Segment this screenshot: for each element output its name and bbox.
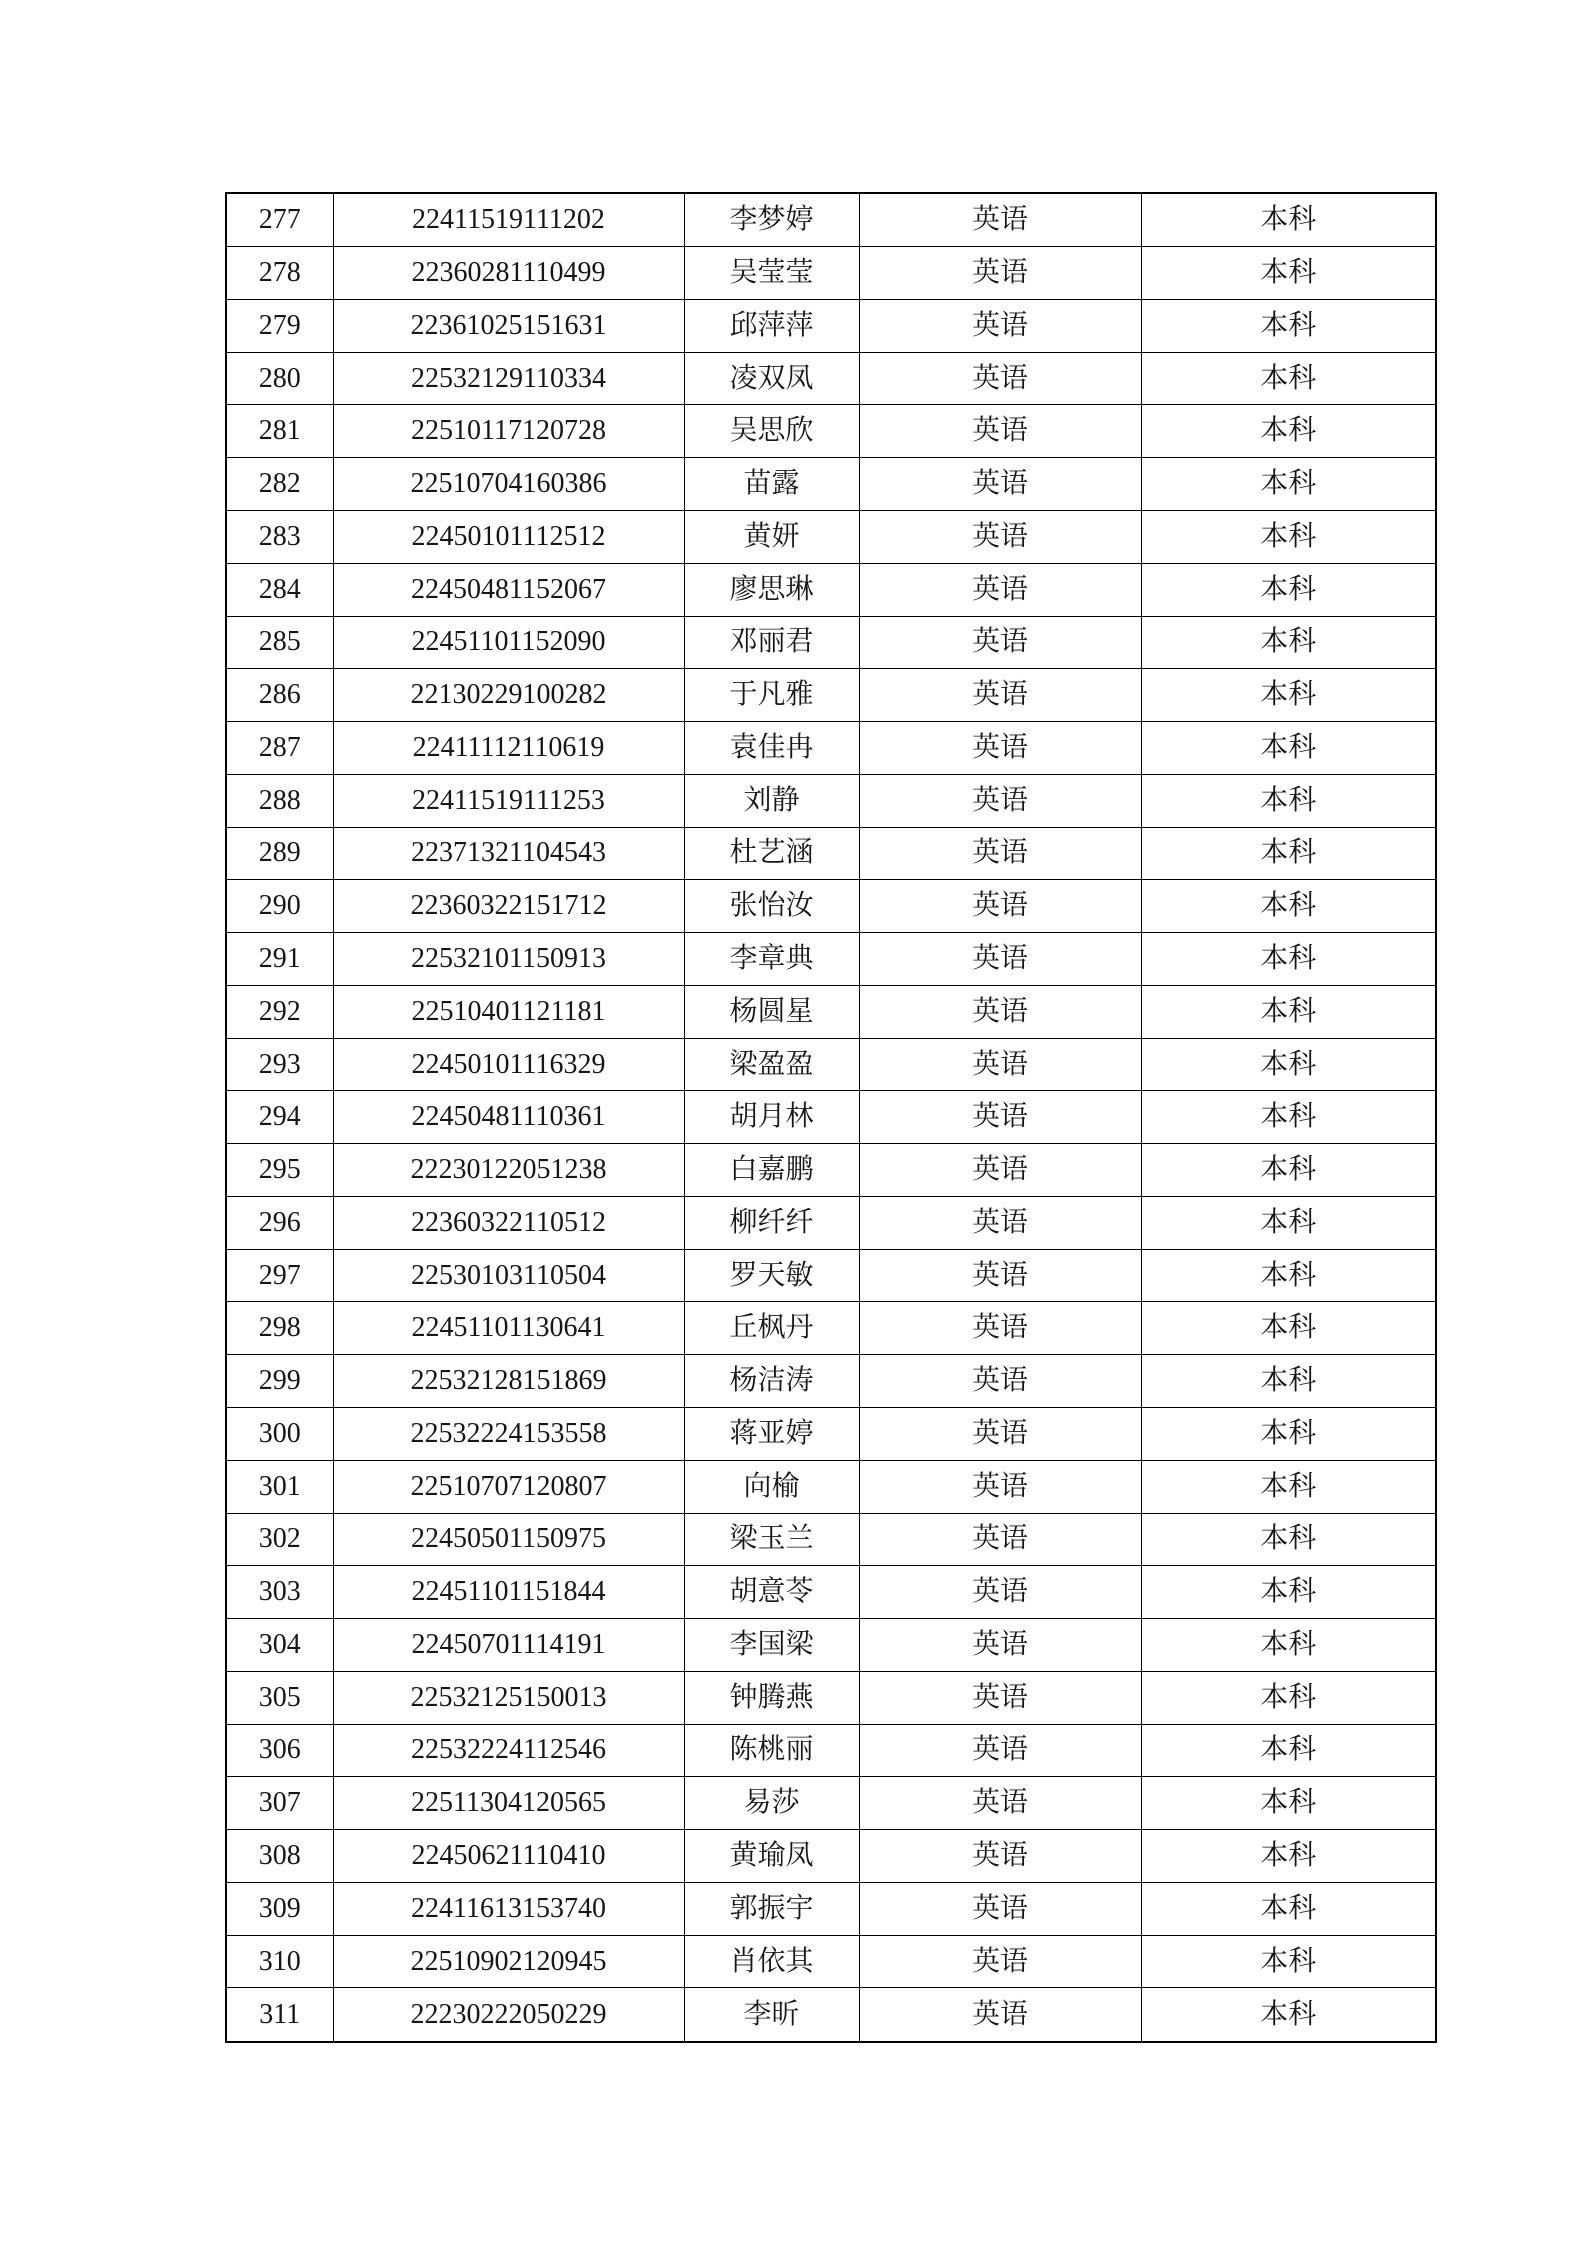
major-cell: 英语 <box>859 247 1141 300</box>
candidate-id-cell: 22411112110619 <box>333 722 684 775</box>
education-level-cell: 本科 <box>1141 669 1436 722</box>
education-level-cell: 本科 <box>1141 1513 1436 1566</box>
candidate-id-cell: 22411613153740 <box>333 1882 684 1935</box>
education-level-cell: 本科 <box>1141 774 1436 827</box>
candidate-id-cell: 22450621110410 <box>333 1830 684 1883</box>
candidate-id-cell: 22450481110361 <box>333 1091 684 1144</box>
candidate-name-cell: 胡意苓 <box>684 1566 859 1619</box>
candidate-id-cell: 22230122051238 <box>333 1144 684 1197</box>
candidate-name-cell: 邱萍萍 <box>684 299 859 352</box>
candidate-id-cell: 22451101130641 <box>333 1302 684 1355</box>
row-number-cell: 291 <box>226 933 333 986</box>
education-level-cell: 本科 <box>1141 352 1436 405</box>
education-level-cell: 本科 <box>1141 1355 1436 1408</box>
table-row <box>226 1196 1436 1249</box>
candidate-id-cell: 22450501150975 <box>333 1513 684 1566</box>
major-cell: 英语 <box>859 1988 1141 2042</box>
candidate-id-cell: 22510704160386 <box>333 458 684 511</box>
education-level-cell: 本科 <box>1141 1777 1436 1830</box>
major-cell: 英语 <box>859 1619 1141 1672</box>
table-row <box>226 1460 1436 1513</box>
candidate-name-cell: 郭振宇 <box>684 1882 859 1935</box>
candidate-name-cell: 苗露 <box>684 458 859 511</box>
education-level-cell: 本科 <box>1141 1566 1436 1619</box>
candidate-id-cell: 22360322110512 <box>333 1196 684 1249</box>
candidate-id-cell: 22130229100282 <box>333 669 684 722</box>
candidate-id-cell: 22361025151631 <box>333 299 684 352</box>
table-row <box>226 827 1436 880</box>
candidate-id-cell: 22510902120945 <box>333 1935 684 1988</box>
major-cell: 英语 <box>859 1038 1141 1091</box>
table-row <box>226 1249 1436 1302</box>
major-cell: 英语 <box>859 1724 1141 1777</box>
table-row <box>226 1619 1436 1672</box>
candidate-id-cell: 22510707120807 <box>333 1460 684 1513</box>
student-roster-table <box>225 192 1437 2043</box>
table-row <box>226 1882 1436 1935</box>
candidate-name-cell: 蒋亚婷 <box>684 1408 859 1461</box>
candidate-name-cell: 胡月林 <box>684 1091 859 1144</box>
table-row <box>226 1355 1436 1408</box>
education-level-cell: 本科 <box>1141 880 1436 933</box>
row-number-cell: 277 <box>226 193 333 247</box>
table-row <box>226 352 1436 405</box>
candidate-id-cell: 22532128151869 <box>333 1355 684 1408</box>
education-level-cell: 本科 <box>1141 1619 1436 1672</box>
major-cell: 英语 <box>859 933 1141 986</box>
row-number-cell: 284 <box>226 563 333 616</box>
table-row <box>226 299 1436 352</box>
row-number-cell: 301 <box>226 1460 333 1513</box>
education-level-cell: 本科 <box>1141 193 1436 247</box>
table-row <box>226 1038 1436 1091</box>
table-row <box>226 563 1436 616</box>
candidate-name-cell: 张怡汝 <box>684 880 859 933</box>
candidate-id-cell: 22530103110504 <box>333 1249 684 1302</box>
table-row <box>226 247 1436 300</box>
major-cell: 英语 <box>859 1408 1141 1461</box>
row-number-cell: 299 <box>226 1355 333 1408</box>
major-cell: 英语 <box>859 827 1141 880</box>
table-row <box>226 1830 1436 1883</box>
major-cell: 英语 <box>859 1460 1141 1513</box>
major-cell: 英语 <box>859 1830 1141 1883</box>
row-number-cell: 293 <box>226 1038 333 1091</box>
candidate-id-cell: 22450101116329 <box>333 1038 684 1091</box>
education-level-cell: 本科 <box>1141 616 1436 669</box>
table-row <box>226 1513 1436 1566</box>
major-cell: 英语 <box>859 1144 1141 1197</box>
major-cell: 英语 <box>859 1671 1141 1724</box>
education-level-cell: 本科 <box>1141 1408 1436 1461</box>
candidate-name-cell: 李国梁 <box>684 1619 859 1672</box>
education-level-cell: 本科 <box>1141 563 1436 616</box>
major-cell: 英语 <box>859 299 1141 352</box>
major-cell: 英语 <box>859 352 1141 405</box>
major-cell: 英语 <box>859 880 1141 933</box>
candidate-name-cell: 陈桃丽 <box>684 1724 859 1777</box>
education-level-cell: 本科 <box>1141 1196 1436 1249</box>
major-cell: 英语 <box>859 1196 1141 1249</box>
table-row <box>226 669 1436 722</box>
table-row <box>226 1302 1436 1355</box>
table-row <box>226 1935 1436 1988</box>
candidate-name-cell: 廖思琳 <box>684 563 859 616</box>
table-row <box>226 722 1436 775</box>
candidate-id-cell: 22532224112546 <box>333 1724 684 1777</box>
major-cell: 英语 <box>859 405 1141 458</box>
candidate-name-cell: 丘枫丹 <box>684 1302 859 1355</box>
major-cell: 英语 <box>859 985 1141 1038</box>
education-level-cell: 本科 <box>1141 247 1436 300</box>
education-level-cell: 本科 <box>1141 1249 1436 1302</box>
candidate-id-cell: 22511304120565 <box>333 1777 684 1830</box>
table-row <box>226 1988 1436 2042</box>
education-level-cell: 本科 <box>1141 1671 1436 1724</box>
candidate-name-cell: 李梦婷 <box>684 193 859 247</box>
row-number-cell: 303 <box>226 1566 333 1619</box>
row-number-cell: 296 <box>226 1196 333 1249</box>
row-number-cell: 283 <box>226 511 333 564</box>
candidate-name-cell: 肖依其 <box>684 1935 859 1988</box>
candidate-name-cell: 李昕 <box>684 1988 859 2042</box>
row-number-cell: 287 <box>226 722 333 775</box>
education-level-cell: 本科 <box>1141 1724 1436 1777</box>
candidate-name-cell: 柳纤纤 <box>684 1196 859 1249</box>
candidate-name-cell: 袁佳冉 <box>684 722 859 775</box>
table-row <box>226 193 1436 247</box>
major-cell: 英语 <box>859 1935 1141 1988</box>
candidate-name-cell: 刘静 <box>684 774 859 827</box>
major-cell: 英语 <box>859 1566 1141 1619</box>
candidate-id-cell: 22451101151844 <box>333 1566 684 1619</box>
row-number-cell: 297 <box>226 1249 333 1302</box>
row-number-cell: 288 <box>226 774 333 827</box>
candidate-id-cell: 22532129110334 <box>333 352 684 405</box>
row-number-cell: 310 <box>226 1935 333 1988</box>
row-number-cell: 281 <box>226 405 333 458</box>
row-number-cell: 311 <box>226 1988 333 2042</box>
row-number-cell: 308 <box>226 1830 333 1883</box>
education-level-cell: 本科 <box>1141 1302 1436 1355</box>
education-level-cell: 本科 <box>1141 1038 1436 1091</box>
education-level-cell: 本科 <box>1141 511 1436 564</box>
education-level-cell: 本科 <box>1141 1935 1436 1988</box>
candidate-id-cell: 22360322151712 <box>333 880 684 933</box>
education-level-cell: 本科 <box>1141 985 1436 1038</box>
candidate-id-cell: 22451101152090 <box>333 616 684 669</box>
table-row <box>226 458 1436 511</box>
major-cell: 英语 <box>859 1882 1141 1935</box>
row-number-cell: 294 <box>226 1091 333 1144</box>
major-cell: 英语 <box>859 722 1141 775</box>
candidate-id-cell: 22371321104543 <box>333 827 684 880</box>
major-cell: 英语 <box>859 1091 1141 1144</box>
major-cell: 英语 <box>859 563 1141 616</box>
candidate-id-cell: 22532125150013 <box>333 1671 684 1724</box>
major-cell: 英语 <box>859 1513 1141 1566</box>
candidate-id-cell: 22411519111253 <box>333 774 684 827</box>
roster-table-body <box>226 193 1436 2042</box>
candidate-id-cell: 22510401121181 <box>333 985 684 1038</box>
candidate-id-cell: 22450701114191 <box>333 1619 684 1672</box>
candidate-name-cell: 黄瑜凤 <box>684 1830 859 1883</box>
candidate-id-cell: 22360281110499 <box>333 247 684 300</box>
candidate-name-cell: 罗天敏 <box>684 1249 859 1302</box>
candidate-id-cell: 22510117120728 <box>333 405 684 458</box>
candidate-name-cell: 杜艺涵 <box>684 827 859 880</box>
table-row <box>226 933 1436 986</box>
candidate-name-cell: 杨圆星 <box>684 985 859 1038</box>
major-cell: 英语 <box>859 1249 1141 1302</box>
candidate-name-cell: 梁盈盈 <box>684 1038 859 1091</box>
row-number-cell: 307 <box>226 1777 333 1830</box>
row-number-cell: 285 <box>226 616 333 669</box>
education-level-cell: 本科 <box>1141 827 1436 880</box>
candidate-id-cell: 22532101150913 <box>333 933 684 986</box>
table-row <box>226 616 1436 669</box>
major-cell: 英语 <box>859 1777 1141 1830</box>
row-number-cell: 292 <box>226 985 333 1038</box>
candidate-name-cell: 梁玉兰 <box>684 1513 859 1566</box>
major-cell: 英语 <box>859 1302 1141 1355</box>
table-row <box>226 1091 1436 1144</box>
table-row <box>226 985 1436 1038</box>
row-number-cell: 304 <box>226 1619 333 1672</box>
table-row <box>226 511 1436 564</box>
row-number-cell: 280 <box>226 352 333 405</box>
candidate-name-cell: 向榆 <box>684 1460 859 1513</box>
table-row <box>226 1408 1436 1461</box>
row-number-cell: 289 <box>226 827 333 880</box>
table-row <box>226 880 1436 933</box>
table-row <box>226 1566 1436 1619</box>
table-row <box>226 1724 1436 1777</box>
candidate-name-cell: 吴莹莹 <box>684 247 859 300</box>
major-cell: 英语 <box>859 458 1141 511</box>
candidate-id-cell: 22411519111202 <box>333 193 684 247</box>
education-level-cell: 本科 <box>1141 1830 1436 1883</box>
candidate-name-cell: 邓丽君 <box>684 616 859 669</box>
row-number-cell: 302 <box>226 1513 333 1566</box>
candidate-name-cell: 易莎 <box>684 1777 859 1830</box>
major-cell: 英语 <box>859 774 1141 827</box>
table-row <box>226 1777 1436 1830</box>
candidate-name-cell: 凌双凤 <box>684 352 859 405</box>
table-row <box>226 774 1436 827</box>
row-number-cell: 282 <box>226 458 333 511</box>
education-level-cell: 本科 <box>1141 1144 1436 1197</box>
education-level-cell: 本科 <box>1141 1988 1436 2042</box>
education-level-cell: 本科 <box>1141 1460 1436 1513</box>
education-level-cell: 本科 <box>1141 933 1436 986</box>
candidate-name-cell: 黄妍 <box>684 511 859 564</box>
row-number-cell: 306 <box>226 1724 333 1777</box>
education-level-cell: 本科 <box>1141 1091 1436 1144</box>
table-row <box>226 405 1436 458</box>
major-cell: 英语 <box>859 669 1141 722</box>
table-row <box>226 1144 1436 1197</box>
candidate-name-cell: 杨洁涛 <box>684 1355 859 1408</box>
row-number-cell: 278 <box>226 247 333 300</box>
education-level-cell: 本科 <box>1141 722 1436 775</box>
row-number-cell: 279 <box>226 299 333 352</box>
row-number-cell: 290 <box>226 880 333 933</box>
major-cell: 英语 <box>859 616 1141 669</box>
education-level-cell: 本科 <box>1141 405 1436 458</box>
major-cell: 英语 <box>859 511 1141 564</box>
candidate-name-cell: 李章典 <box>684 933 859 986</box>
table-row <box>226 1671 1436 1724</box>
candidate-name-cell: 钟腾燕 <box>684 1671 859 1724</box>
row-number-cell: 286 <box>226 669 333 722</box>
row-number-cell: 300 <box>226 1408 333 1461</box>
education-level-cell: 本科 <box>1141 1882 1436 1935</box>
candidate-name-cell: 于凡雅 <box>684 669 859 722</box>
row-number-cell: 298 <box>226 1302 333 1355</box>
candidate-id-cell: 22532224153558 <box>333 1408 684 1461</box>
candidate-id-cell: 22230222050229 <box>333 1988 684 2042</box>
education-level-cell: 本科 <box>1141 299 1436 352</box>
candidate-name-cell: 吴思欣 <box>684 405 859 458</box>
candidate-id-cell: 22450101112512 <box>333 511 684 564</box>
row-number-cell: 305 <box>226 1671 333 1724</box>
education-level-cell: 本科 <box>1141 458 1436 511</box>
candidate-id-cell: 22450481152067 <box>333 563 684 616</box>
major-cell: 英语 <box>859 193 1141 247</box>
row-number-cell: 309 <box>226 1882 333 1935</box>
candidate-name-cell: 白嘉鹏 <box>684 1144 859 1197</box>
major-cell: 英语 <box>859 1355 1141 1408</box>
row-number-cell: 295 <box>226 1144 333 1197</box>
